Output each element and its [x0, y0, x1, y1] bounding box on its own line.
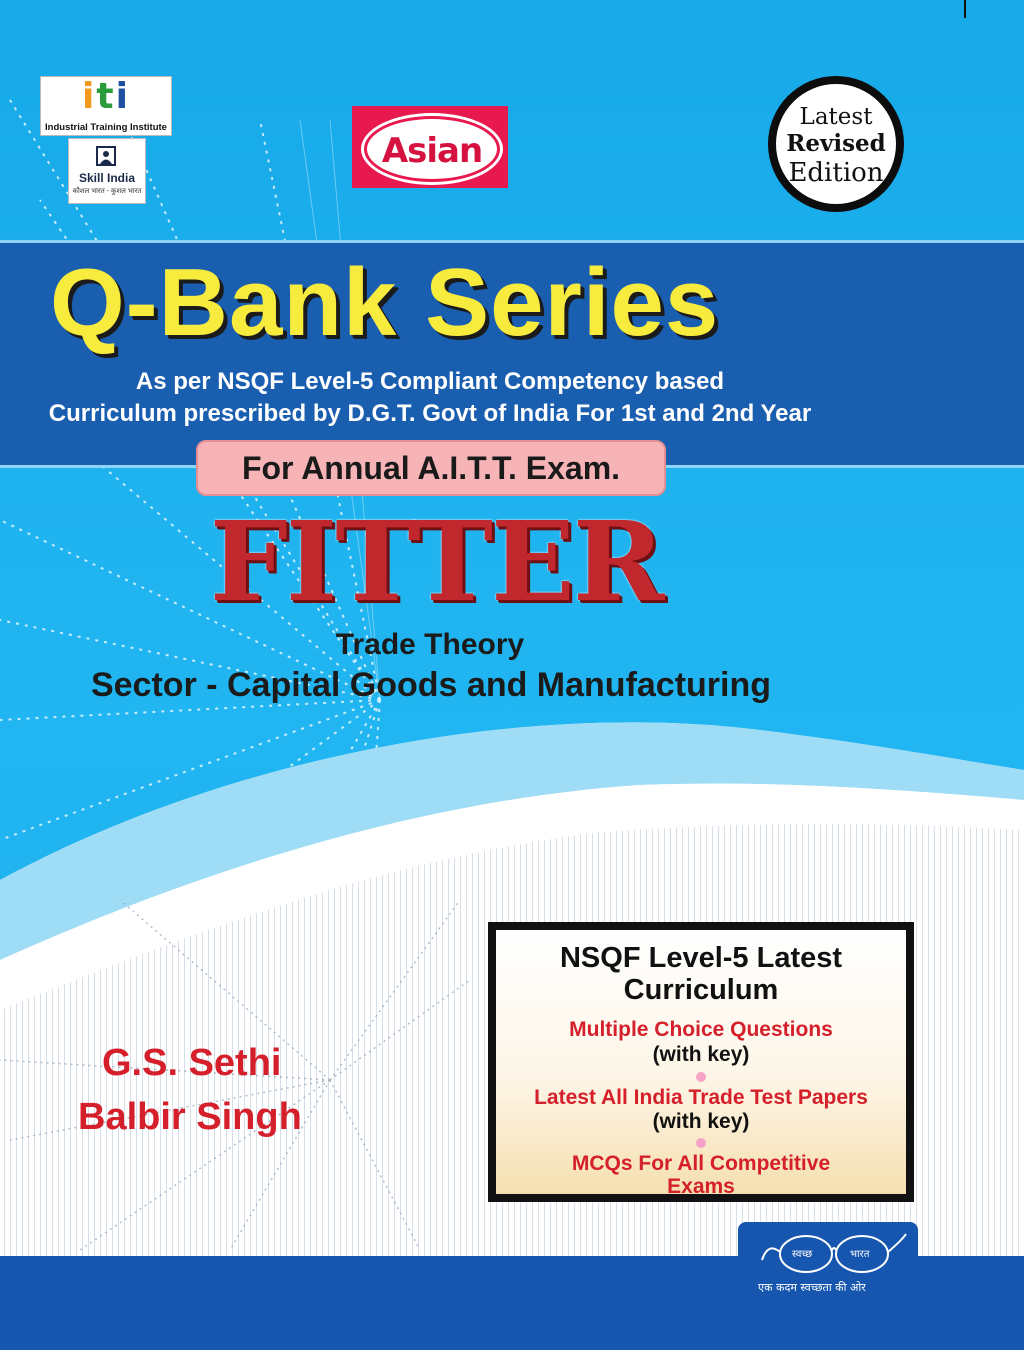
edition-badge-inner — [776, 84, 896, 204]
edition-badge — [768, 76, 904, 212]
feature-item-2-note: (with key) — [652, 1110, 750, 1133]
feature-item-3-line-2: Exams — [667, 1175, 735, 1198]
features-heading-line-1: NSQF Level-5 Latest — [559, 942, 843, 974]
publisher-name: Asian — [381, 131, 483, 171]
iti-letter-2: t — [96, 76, 116, 117]
skill-india-icon — [95, 145, 117, 167]
iti-logo — [40, 76, 172, 136]
swachh-bharat-logo — [738, 1222, 918, 1304]
bullet-dot — [696, 1072, 706, 1082]
bullet-dot — [696, 1138, 706, 1148]
trade-theory-label: Trade Theory — [335, 628, 525, 661]
edition-line-2: Revised — [786, 130, 886, 157]
spectacles-icon — [758, 1230, 908, 1278]
exam-label: For Annual A.I.T.T. Exam. — [196, 440, 666, 496]
crop-mark-top — [964, 0, 966, 18]
feature-item-1: Multiple Choice Questions — [569, 1018, 833, 1041]
edition-line-3: Edition — [788, 158, 884, 188]
features-box — [488, 922, 914, 1202]
feature-item-2: Latest All India Trade Test Papers — [534, 1086, 868, 1109]
trade-name: FITTER — [209, 497, 663, 626]
features-heading-line-2: Curriculum — [623, 974, 779, 1006]
swachh-word-left: स्वच्छ — [792, 1249, 813, 1260]
iti-letter-3: i — [115, 76, 130, 117]
subtitle-line-1: As per NSQF Level-5 Compliant Competency based — [135, 368, 725, 395]
subtitle-line-2: Curriculum prescribed by D.G.T. Govt of India For 1st and 2nd Year — [48, 400, 812, 427]
skill-india-logo — [68, 138, 146, 204]
edition-line-1: Latest — [799, 104, 873, 130]
publisher-oval — [364, 116, 500, 182]
author-2: Balbir Singh — [78, 1096, 302, 1138]
iti-letter-1: i — [82, 76, 97, 117]
feature-item-1-note: (with key) — [652, 1043, 750, 1066]
skill-india-subtitle: कौशल भारत - कुशल भारत — [72, 188, 142, 195]
series-title: Q-Bank Series — [50, 249, 720, 356]
iti-letters — [47, 76, 165, 117]
swachh-tagline: एक कदम स्वच्छता की ओर — [758, 1281, 866, 1294]
skill-india-title: Skill India — [78, 171, 135, 185]
iti-caption: Industrial Training Institute — [45, 122, 167, 133]
swachh-word-right: भारत — [850, 1249, 870, 1260]
sector-label: Sector - Capital Goods and Manufacturing — [90, 666, 772, 704]
publisher-logo — [352, 106, 508, 188]
author-1: G.S. Sethi — [102, 1042, 282, 1084]
features-box-inner — [496, 930, 906, 1198]
feature-item-3-line-1: MCQs For All Competitive — [571, 1152, 831, 1175]
